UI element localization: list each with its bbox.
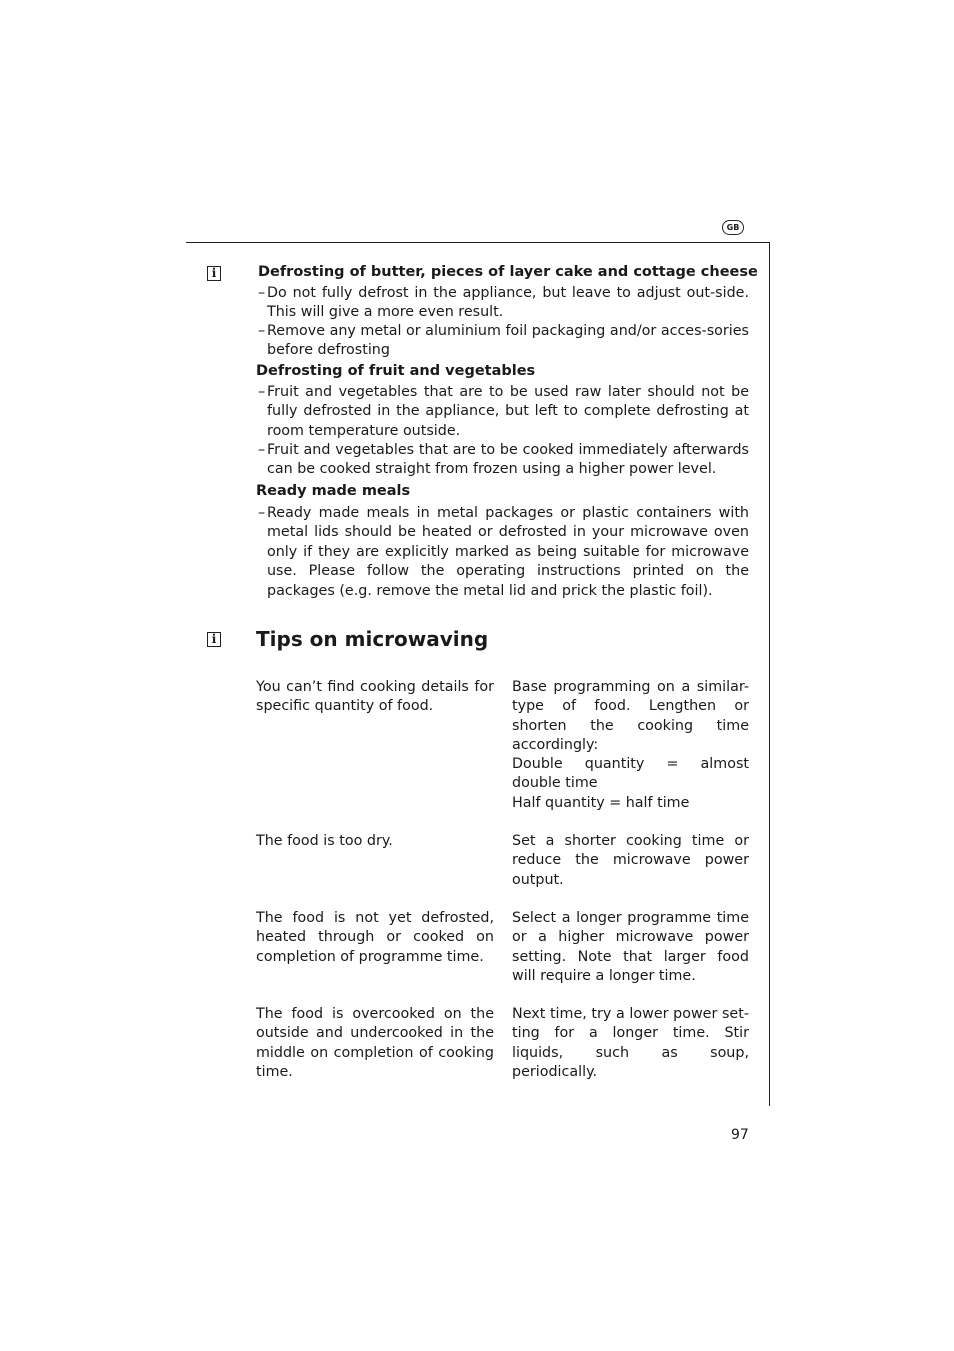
list-item-text: Fruit and vegetables that are to be used raw later should not be fully defrosted in the appliance, but left to complete defrosting at room temperature outside. (267, 384, 749, 439)
tip-solution: Select a longer programme time or a higher microwave power setting. Note that larger food will require a longer time. (512, 910, 749, 985)
tip-solution: Set a shorter cooking time or reduce the microwave power output. (512, 833, 749, 888)
tip-problem: The food is too dry. (256, 833, 393, 849)
list-item (258, 383, 749, 441)
top-rule (186, 242, 770, 243)
bullet-dash: – (258, 285, 266, 301)
list-item (258, 441, 749, 480)
tip-solution-extra: Half quantity = half time (512, 795, 690, 811)
list-item-text: Remove any metal or aluminium foil packaging and/or acces-sories before defrosting (267, 323, 749, 359)
heading-ready-meals: Ready made meals (256, 483, 411, 499)
tip-solution-extra: Double quantity = almost double time (512, 756, 749, 792)
info-icon: i (207, 632, 221, 647)
right-margin-rule (769, 242, 770, 1106)
heading-defrosting-fruit: Defrosting of fruit and vegetables (256, 363, 536, 379)
tip-problem: The food is overcooked on the outside and undercooked in the middle on completion of cooking time. (256, 1006, 494, 1081)
heading-defrosting-butter: Defrosting of butter, pieces of layer cake and cottage cheese (258, 264, 758, 280)
list-item (258, 322, 749, 361)
tip-problem: The food is not yet defrosted, heated through or cooked on completion of programme time. (256, 910, 494, 965)
country-badge: GB (722, 220, 744, 235)
section-title-tips: Tips on microwaving (256, 627, 489, 651)
tip-solution: Next time, try a lower power set-ting for a longer time. Stir liquids, such as soup, periodically. (512, 1006, 749, 1081)
bullet-dash: – (258, 323, 266, 339)
bullet-dash: – (258, 442, 266, 458)
info-icon: i (207, 266, 221, 281)
list-item-text: Ready made meals in metal packages or plastic containers with metal lids should be heated or defrosted in your microwave oven only if they are explicitly marked as being suitable for microwave use. Please follow the operating instructions printed on the packages (e.g. remove the metal lid and prick the plastic foil). (267, 505, 749, 599)
page-number: 97 (731, 1127, 749, 1143)
list-item (258, 504, 749, 601)
bullet-dash: – (258, 384, 266, 400)
tip-problem: You can’t find cooking details for specific quantity of food. (256, 679, 494, 715)
list-item (258, 284, 749, 323)
list-item-text: Do not fully defrost in the appliance, but leave to adjust out-side. This will give a more even result. (267, 285, 749, 321)
bullet-dash: – (258, 505, 266, 521)
tip-solution: Base programming on a similar-type of food. Lengthen or shorten the cooking time accordingly: (512, 679, 749, 754)
list-item-text: Fruit and vegetables that are to be cooked immediately afterwards can be cooked straight from frozen using a higher power level. (267, 442, 749, 478)
